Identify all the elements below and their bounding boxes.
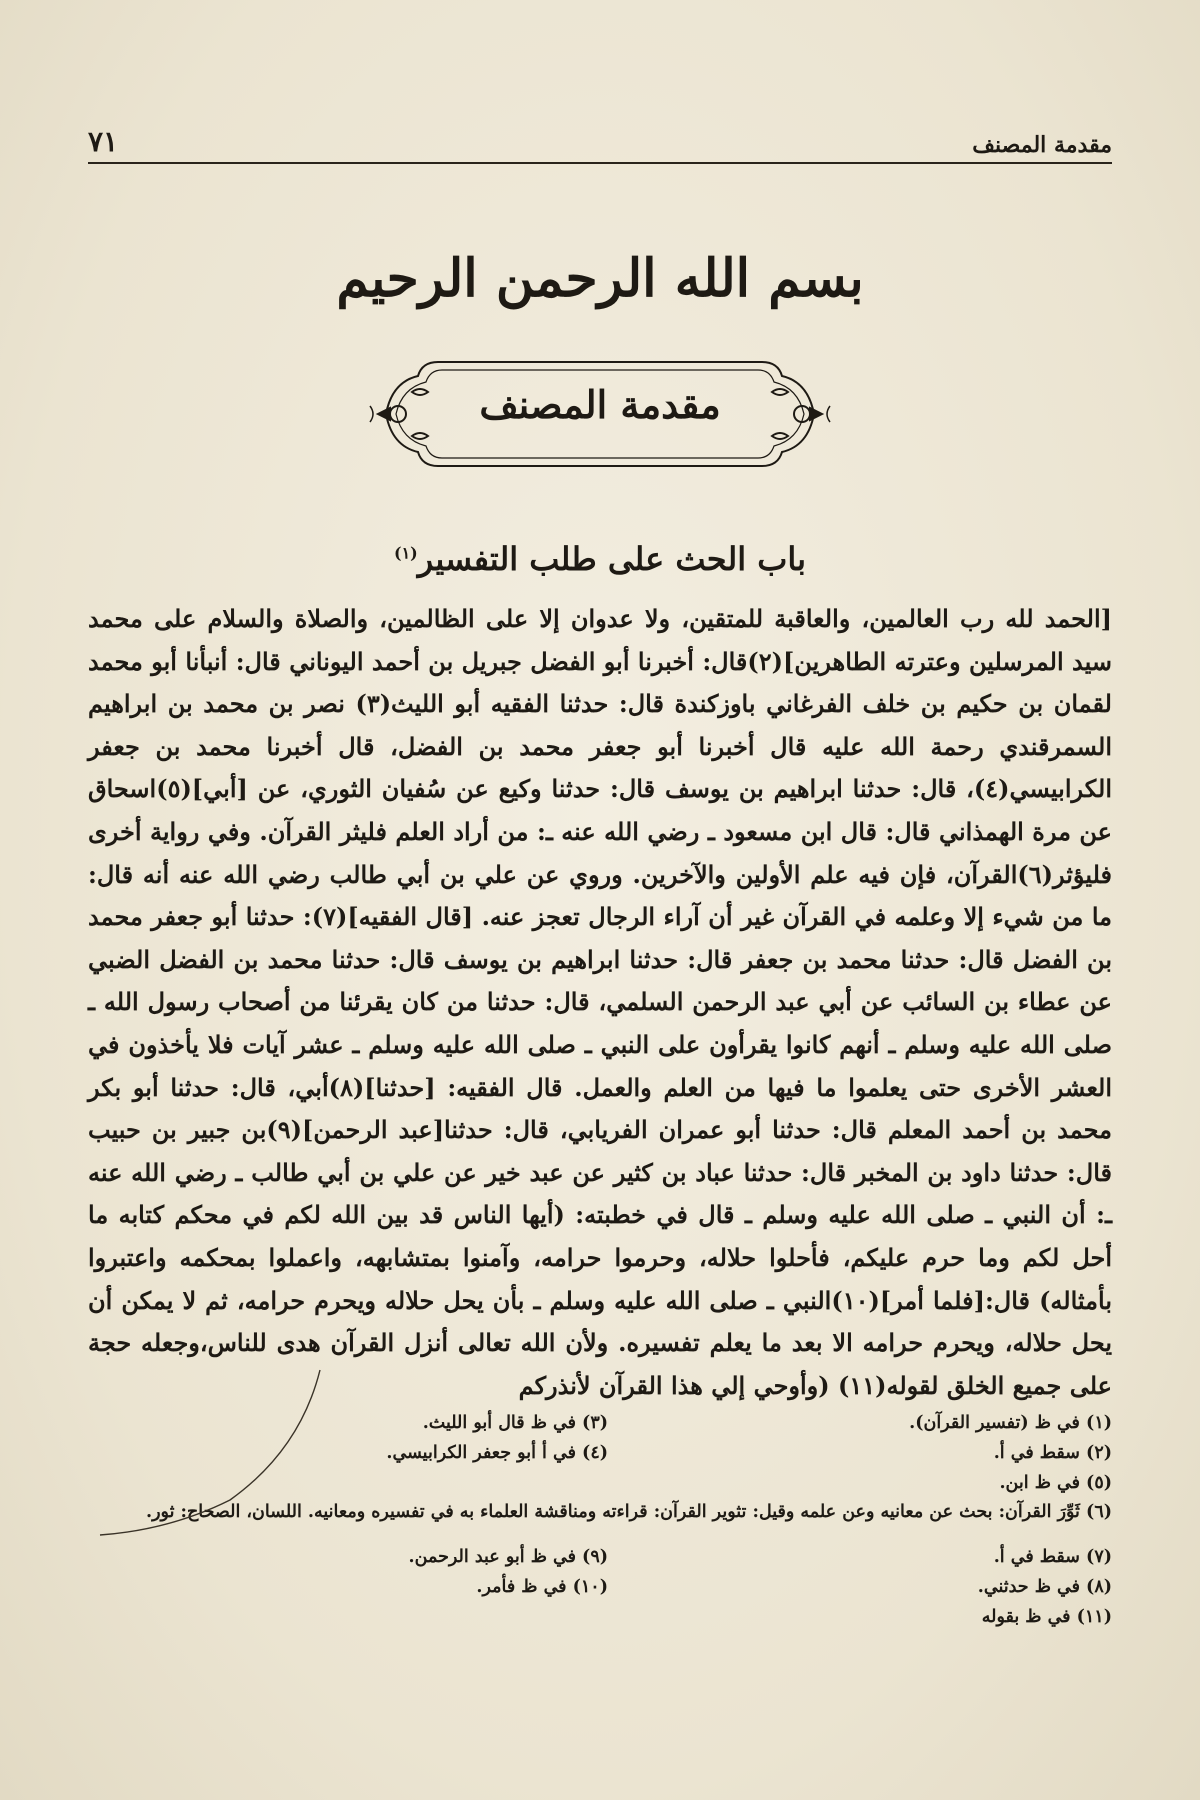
section-heading [0,540,1200,578]
footnote-row [88,1542,1112,1572]
footnote-row [88,1408,1112,1438]
footnote-7: (٧) سقط في أ. [993,1547,1112,1567]
footnote-5: (٥) في ظ ابن. [999,1473,1112,1493]
footnote-9: (٩) في ظ أبو عبد الرحمن. [408,1547,608,1567]
chapter-title: مقدمة المصنف [479,382,721,427]
footnote-row [88,1438,1112,1468]
running-title: مقدمة المصنف [972,132,1112,158]
footnote-4: (٤) في أ أبو جعفر الكرابيسي. [386,1443,608,1463]
footnote-11: (١١) في ظ بقوله [981,1607,1112,1627]
footnote-8: (٨) في ظ حدثني. [977,1577,1112,1597]
footnote-2: (٢) سقط في أ. [993,1443,1112,1463]
header-rule [88,162,1112,164]
footnote-1: (١) في ظ (تفسير القرآن). [909,1413,1112,1433]
footnote-row [88,1572,1112,1602]
footnote-3: (٣) في ظ قال أبو الليث. [422,1413,608,1433]
section-heading-text: باب الحث على طلب التفسير [417,540,806,578]
basmala: بسم الله الرحمن الرحيم [336,248,864,309]
footnote-10: (١٠) في ظ فأمر. [476,1577,608,1597]
chapter-title-frame [368,352,832,476]
section-heading-note: (١) [394,543,418,563]
body-text: [الحمد لله رب العالمين، والعاقبة للمتقين، ولا عدوان إلا على الظالمين، والصلاة والسلام على محمد سيد المرسلين وعترته الطاهرين](٢)قال: أخبرنا أبو الفضل جبريل بن أحمد اليوناني قال: أنبأنا أبو محمد لقمان بن حكيم بن خلف الفرغاني باوزكندة قال: حدثنا الفقيه أبو الليث(٣) نصر بن محمد بن ابراهيم السمرقندي رحمة الله عليه قال أخبرنا أبو جعفر محمد بن الفضل، قال أخبرنا محمد بن جعفر الكرابيسي(٤)، قال: حدثنا ابراهيم بن يوسف قال: حدثنا وكيع عن سُفيان الثوري، عن [أبي](٥)اسحاق عن مرة الهمذاني قال: قال ابن مسعود ـ رضي الله عنه ـ: من أراد العلم فليثر القرآن. وفي رواية أخرى فليؤثر(٦)القرآن، فإن فيه علم الأولين والآخرين. وروي عن علي بن أبي طالب رضي الله عنه أنه قال: ما من شيء إلا وعلمه في القرآن غير أن آراء الرجال تعجز عنه. [قال الفقيه](٧): حدثنا أبو جعفر محمد بن الفضل قال: حدثنا محمد بن جعفر قال: حدثنا ابراهيم بن يوسف قال: حدثنا محمد بن الفضل الضبي عن عطاء بن السائب عن أبي عبد الرحمن السلمي، قال: حدثنا من كان يقرئنا من أصحاب رسول الله ـ صلى الله عليه وسلم ـ أنهم كانوا يقرأون على النبي ـ صلى الله عليه وسلم ـ عشر آيات فلا يأخذون في العشر الأخرى حتى يعلموا ما فيها من العلم والعمل. قال الفقيه: [حدثنا](٨)أبي، قال: حدثنا أبو بكر محمد بن أحمد المعلم قال: حدثنا أبو عمران الفريابي، قال: حدثنا[عبد الرحمن](٩)بن جبير بن حبيب قال: حدثنا داود بن المخبر قال: حدثنا عباد بن كثير عن عبد خير عن علي بن أبي طالب ـ رضي الله عنه ـ: أن النبي ـ صلى الله عليه وسلم ـ قال في خطبته: (أيها الناس قد بين الله لكم في محكم كتابه ما أحل لكم وما حرم عليكم، فأحلوا حلاله، وحرموا حرامه، وآمنوا بمتشابهه، واعملوا بمحكمه واعتبروا بأمثاله) قال:[فلما أمر](١٠)النبي ـ صلى الله عليه وسلم ـ بأن يحل حلاله ويحرم حرامه، ثم لا يمكن أن يحل حلاله، ويحرم حرامه الا بعد ما يعلم تفسيره. ولأن الله تعالى أنزل القرآن هدى للناس،وجعله حجة على جميع الخلق لقوله(١١) (وأوحي إلي هذا القرآن لأنذركم [88,604,1113,1400]
page-number: ٧١ [88,125,119,158]
running-head [88,118,1112,158]
footnote-6: (٦) ثَوِّرَ القرآن: بحث عن معانيه وعن علمه وقيل: تثوير القرآن: قراءته ومناقشة العلماء به في تفسيره ومعانيه. اللسان، الصحاح: ثور. [146,1502,1112,1522]
footnotes [88,1408,1112,1632]
